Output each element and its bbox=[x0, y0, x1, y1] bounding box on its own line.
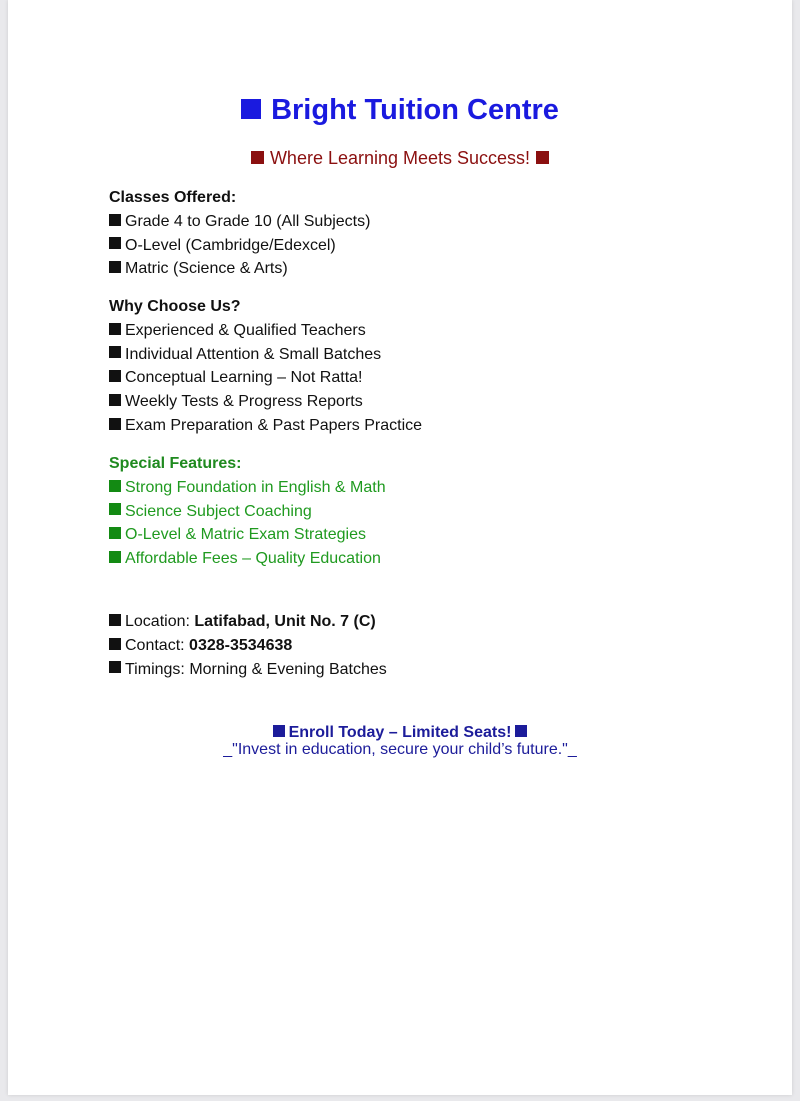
square-bullet-icon bbox=[109, 237, 121, 249]
contact-value: 0328-3534638 bbox=[189, 636, 293, 654]
enroll-text: Enroll Today – Limited Seats! bbox=[288, 724, 512, 741]
list-item: O-Level (Cambridge/Edexcel) bbox=[109, 234, 709, 258]
square-bullet-icon bbox=[109, 638, 121, 650]
features-heading: Special Features: bbox=[109, 455, 242, 472]
red-square-icon bbox=[251, 151, 264, 164]
list-item: Grade 4 to Grade 10 (All Subjects) bbox=[109, 210, 709, 234]
green-square-bullet-icon bbox=[109, 527, 121, 539]
blue-square-icon bbox=[241, 99, 261, 119]
square-bullet-icon bbox=[109, 370, 121, 382]
green-square-bullet-icon bbox=[109, 503, 121, 515]
square-bullet-icon bbox=[109, 214, 121, 226]
quote-text: _"Invest in education, secure your child’s future."_ bbox=[223, 741, 577, 758]
list-item: O-Level & Matric Exam Strategies bbox=[109, 523, 709, 547]
list-item: Conceptual Learning – Not Ratta! bbox=[109, 366, 709, 390]
classes-heading: Classes Offered: bbox=[109, 189, 237, 206]
tagline bbox=[0, 146, 800, 170]
square-bullet-icon bbox=[109, 418, 121, 430]
green-square-bullet-icon bbox=[109, 551, 121, 563]
list-item: Experienced & Qualified Teachers bbox=[109, 319, 709, 343]
list-item: Matric (Science & Arts) bbox=[109, 257, 709, 281]
list-item: Exam Preparation & Past Papers Practice bbox=[109, 414, 709, 438]
red-square-icon bbox=[536, 151, 549, 164]
timings-value: Morning & Evening Batches bbox=[189, 660, 387, 678]
list-item: Strong Foundation in English & Math bbox=[109, 476, 709, 500]
timings-label: Timings: bbox=[125, 660, 185, 678]
square-bullet-icon bbox=[109, 323, 121, 335]
tagline-text: Where Learning Meets Success! bbox=[269, 148, 531, 168]
square-bullet-icon bbox=[109, 394, 121, 406]
title-text: Bright Tuition Centre bbox=[271, 94, 559, 126]
classes-section bbox=[109, 186, 709, 281]
location-label: Location: bbox=[125, 613, 190, 630]
list-item: Individual Attention & Small Batches bbox=[109, 343, 709, 367]
navy-square-icon bbox=[273, 725, 285, 737]
list-item: Affordable Fees – Quality Education bbox=[109, 547, 709, 571]
list-item: Science Subject Coaching bbox=[109, 500, 709, 524]
list-item: Weekly Tests & Progress Reports bbox=[109, 390, 709, 414]
why-heading: Why Choose Us? bbox=[109, 298, 241, 315]
square-bullet-icon bbox=[109, 346, 121, 358]
contact-line bbox=[109, 634, 709, 658]
why-section bbox=[109, 295, 709, 438]
info-section bbox=[109, 610, 709, 681]
timings-line bbox=[109, 658, 709, 682]
square-bullet-icon bbox=[109, 661, 121, 673]
location-line bbox=[109, 610, 709, 634]
location-value: Latifabad, Unit No. 7 (C) bbox=[194, 613, 376, 630]
square-bullet-icon bbox=[109, 261, 121, 273]
page-title bbox=[0, 92, 800, 128]
square-bullet-icon bbox=[109, 614, 121, 626]
green-square-bullet-icon bbox=[109, 480, 121, 492]
contact-label: Contact: bbox=[125, 636, 185, 654]
navy-square-icon bbox=[515, 725, 527, 737]
features-section bbox=[109, 452, 709, 571]
